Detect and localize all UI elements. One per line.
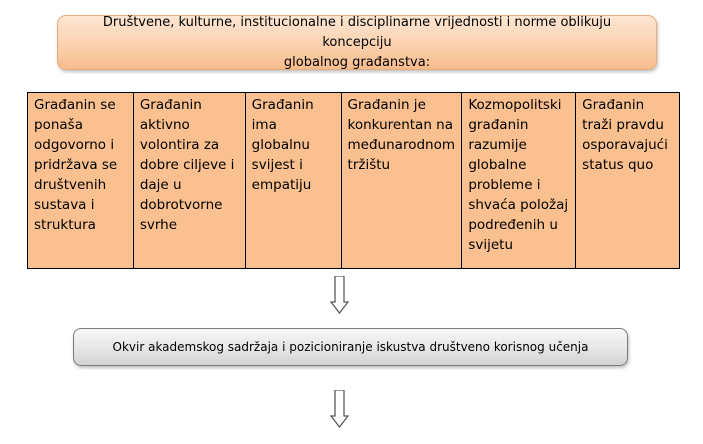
header-text [78,13,636,73]
header-box [57,15,657,70]
concept-cell-cosmopolitan: Kozmopolitski građanin razumije globalne probleme i shvaća položaj podređenih u svijetu [462,93,576,268]
header-line-1: Društvene, kulturne, institucionalne i disciplinarne vrijednosti i norme oblikuju koncepciju [102,14,612,50]
down-arrow-icon-2 [330,390,349,428]
concept-cell-volunteer: Građanin aktivno volontira za dobre ciljeve i daje u dobrotvorne svrhe [134,93,246,268]
concept-cell-justice: Građanin traži pravdu osporavajući status quo [576,93,680,268]
concept-cell-competitive: Građanin je konkurentan na međunarodnom tržištu [342,93,463,268]
concept-cell-responsible: Građanin se ponaša odgovorno i pridržava se društvenih sustava i struktura [28,93,134,268]
framework-text: Okvir akademskog sadržaja i pozicioniranje iskustva društveno korisnog učenja [112,340,589,354]
concept-row [27,92,680,269]
concept-cell-global-awareness: Građanin ima globalnu svijest i empatiju [246,93,342,268]
header-line-2: globalnog građanstva: [283,54,431,70]
down-arrow-icon [330,276,349,314]
framework-box [73,328,628,366]
